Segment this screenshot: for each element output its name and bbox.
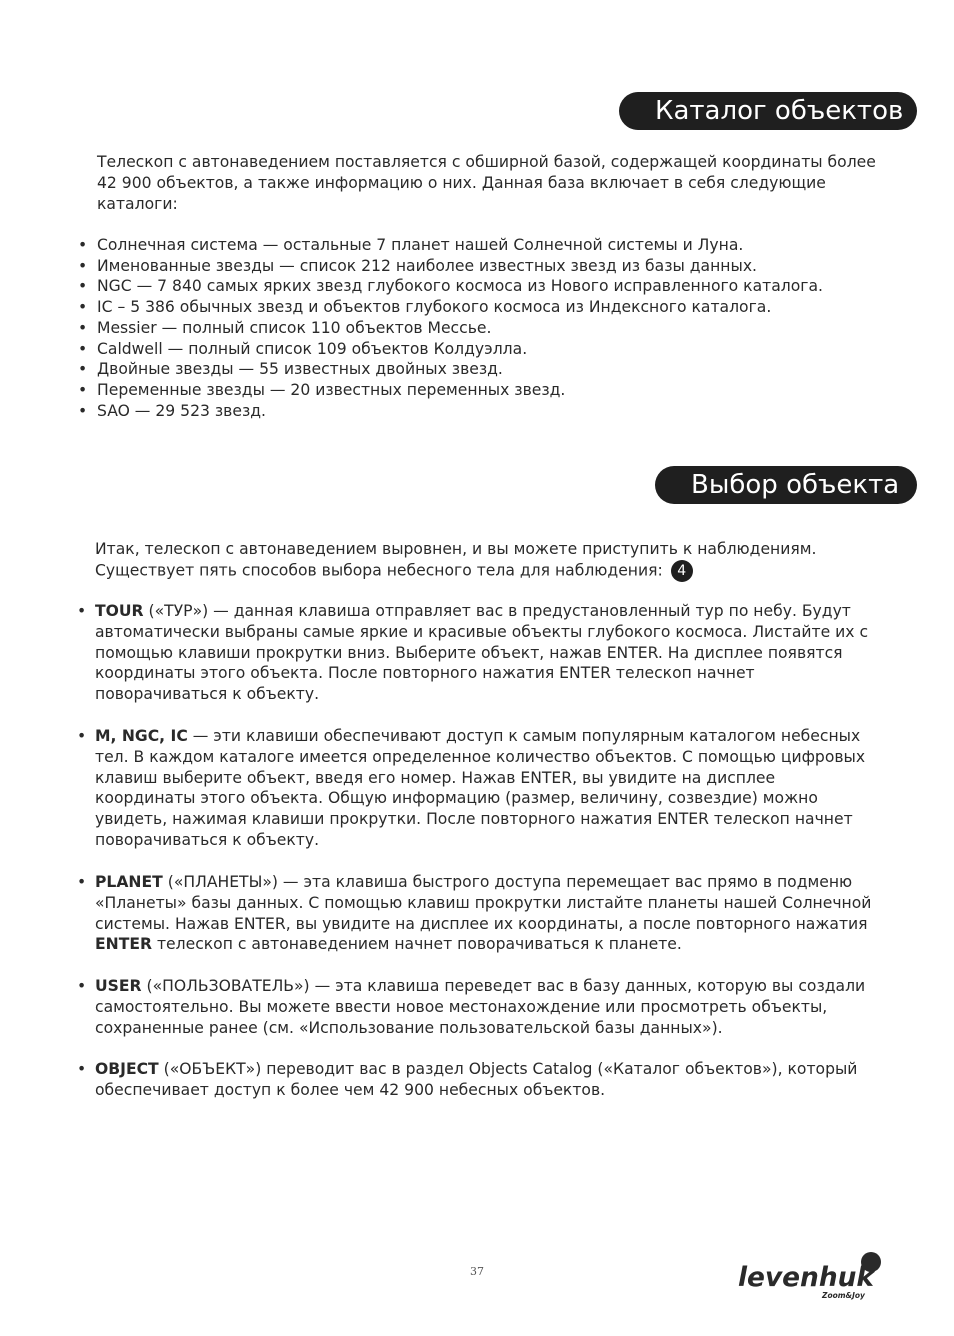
method-description: («ПЛАНЕТЫ») — эта клавиша быстрого доступа перемещает вас прямо в подменю «Планеты» базы данных. С помощью клавиш прокрутки листайте планеты нашей Солнечной системы. Нажав ENTER, вы увидите на дисплее их координаты, а после повторного нажатия bbox=[95, 873, 872, 933]
logo-wordmark: levenhuk bbox=[738, 1262, 876, 1293]
method-object bbox=[77, 1059, 880, 1101]
method-description: телескоп с автонаведением начнет поворачиваться к планете. bbox=[152, 935, 682, 954]
list-item-text: Двойные звезды — 55 известных двойных звезд. bbox=[97, 360, 503, 379]
selection-intro-text: Итак, телескоп с автонаведением выровнен, и вы можете приступить к наблюдениям. Существует пять способов выбора небесного тела для наблюдения: bbox=[95, 540, 817, 580]
bullet: • bbox=[78, 339, 88, 358]
logo-tagline: Zoom&Joy bbox=[822, 1291, 865, 1300]
bullet: • bbox=[77, 1060, 87, 1078]
method-description: («ТУР») — данная клавиша отправляет вас в предустановленный тур по небу. Будут автоматически выбраны самые яркие и красивые объекты глубокого космоса. Листайте их с помощью клавиши прокрутки вниз. Выберите объект, нажав ENTER. На дисплее появятся координаты этого объекта. После повторного нажатия ENTER телескоп начнет поворачиваться к объекту. bbox=[95, 602, 869, 704]
catalog-intro: Телескоп с автонаведением поставляется с обширной базой, содержащей координаты более 42 900 объектов, а также информацию о них. Данная база включает в себя следующие каталоги: bbox=[97, 153, 876, 213]
method-planet bbox=[77, 872, 880, 955]
bullet: • bbox=[78, 360, 88, 379]
list-item bbox=[78, 359, 897, 380]
key-name: PLANET bbox=[95, 873, 163, 891]
section-title-object-selection: Выбор объекта bbox=[655, 466, 917, 504]
bullet: • bbox=[78, 380, 88, 399]
figure-reference-badge: 4 bbox=[671, 560, 693, 582]
bullet: • bbox=[77, 873, 87, 891]
catalog-list bbox=[78, 235, 897, 421]
method-tour bbox=[77, 601, 880, 705]
list-item-text: Caldwell — полный список 109 объектов Колдуэлла. bbox=[97, 339, 528, 358]
list-item bbox=[78, 276, 897, 297]
list-item-text: Messier — полный список 110 объектов Мессье. bbox=[97, 318, 492, 337]
list-item-text: Именованные звезды — список 212 наиболее известных звезд из базы данных. bbox=[97, 256, 758, 275]
list-item bbox=[78, 339, 897, 360]
key-name: ENTER bbox=[95, 935, 152, 954]
key-name: M, NGC, IC bbox=[95, 727, 188, 745]
list-item bbox=[78, 401, 897, 422]
bullet: • bbox=[77, 727, 87, 745]
bullet: • bbox=[78, 236, 88, 254]
list-item bbox=[78, 297, 897, 318]
bullet: • bbox=[77, 977, 87, 995]
method-description: — эти клавиши обеспечивают доступ к самым популярным каталогом небесных тел. В каждом каталоге имеется определенное количество объектов. С помощью цифровых клавиш выберите объект, введя его номер. Нажав ENTER, вы увидите на дисплее координаты этого объекта. Общую информацию (размер, величину, созвездие) можно увидеть, нажимая клавиши прокрутки. После повторного нажатия ENTER телескоп начнет поворачиваться к объекту. bbox=[95, 727, 866, 849]
key-name: TOUR bbox=[95, 602, 144, 620]
method-user bbox=[77, 976, 880, 1038]
section-title-catalog: Каталог объектов bbox=[619, 92, 917, 130]
method-catalog-keys bbox=[77, 726, 880, 851]
method-description: («ОБЪЕКТ») переводит вас в раздел Objects Catalog («Каталог объектов»), который обеспечивает доступ к более чем 42 900 небесных объектов. bbox=[95, 1060, 858, 1099]
list-item-text: Солнечная система — остальные 7 планет нашей Солнечной системы и Луна. bbox=[97, 236, 744, 254]
levenhuk-logo bbox=[738, 1250, 884, 1302]
list-item bbox=[78, 380, 897, 401]
key-name: OBJECT bbox=[95, 1060, 159, 1078]
bullet: • bbox=[78, 401, 88, 420]
list-item bbox=[78, 235, 897, 256]
selection-intro bbox=[95, 539, 895, 582]
bullet: • bbox=[78, 277, 88, 296]
bullet: • bbox=[78, 256, 88, 275]
list-item-text: IC – 5 386 обычных звезд и объектов глубокого космоса из Индексного каталога. bbox=[97, 298, 772, 317]
bullet: • bbox=[77, 602, 87, 620]
list-item bbox=[78, 256, 897, 277]
list-item bbox=[78, 318, 897, 339]
method-description: («ПОЛЬЗОВАТЕЛЬ») — эта клавиша переведет вас в базу данных, которую вы создали самостоятельно. Вы можете ввести новое местонахождение или просмотреть объекты, сохраненные ранее (см. «Использование пользовательской базы данных»). bbox=[95, 977, 866, 1037]
key-name: USER bbox=[95, 977, 142, 995]
page-number: 37 bbox=[470, 1265, 484, 1278]
bullet: • bbox=[78, 298, 88, 317]
bullet: • bbox=[78, 318, 88, 337]
list-item-text: NGC — 7 840 самых ярких звезд глубокого космоса из Нового исправленного каталога. bbox=[97, 277, 824, 296]
list-item-text: Переменные звезды — 20 известных переменных звезд. bbox=[97, 380, 566, 399]
list-item-text: SAO — 29 523 звезд. bbox=[97, 401, 266, 420]
